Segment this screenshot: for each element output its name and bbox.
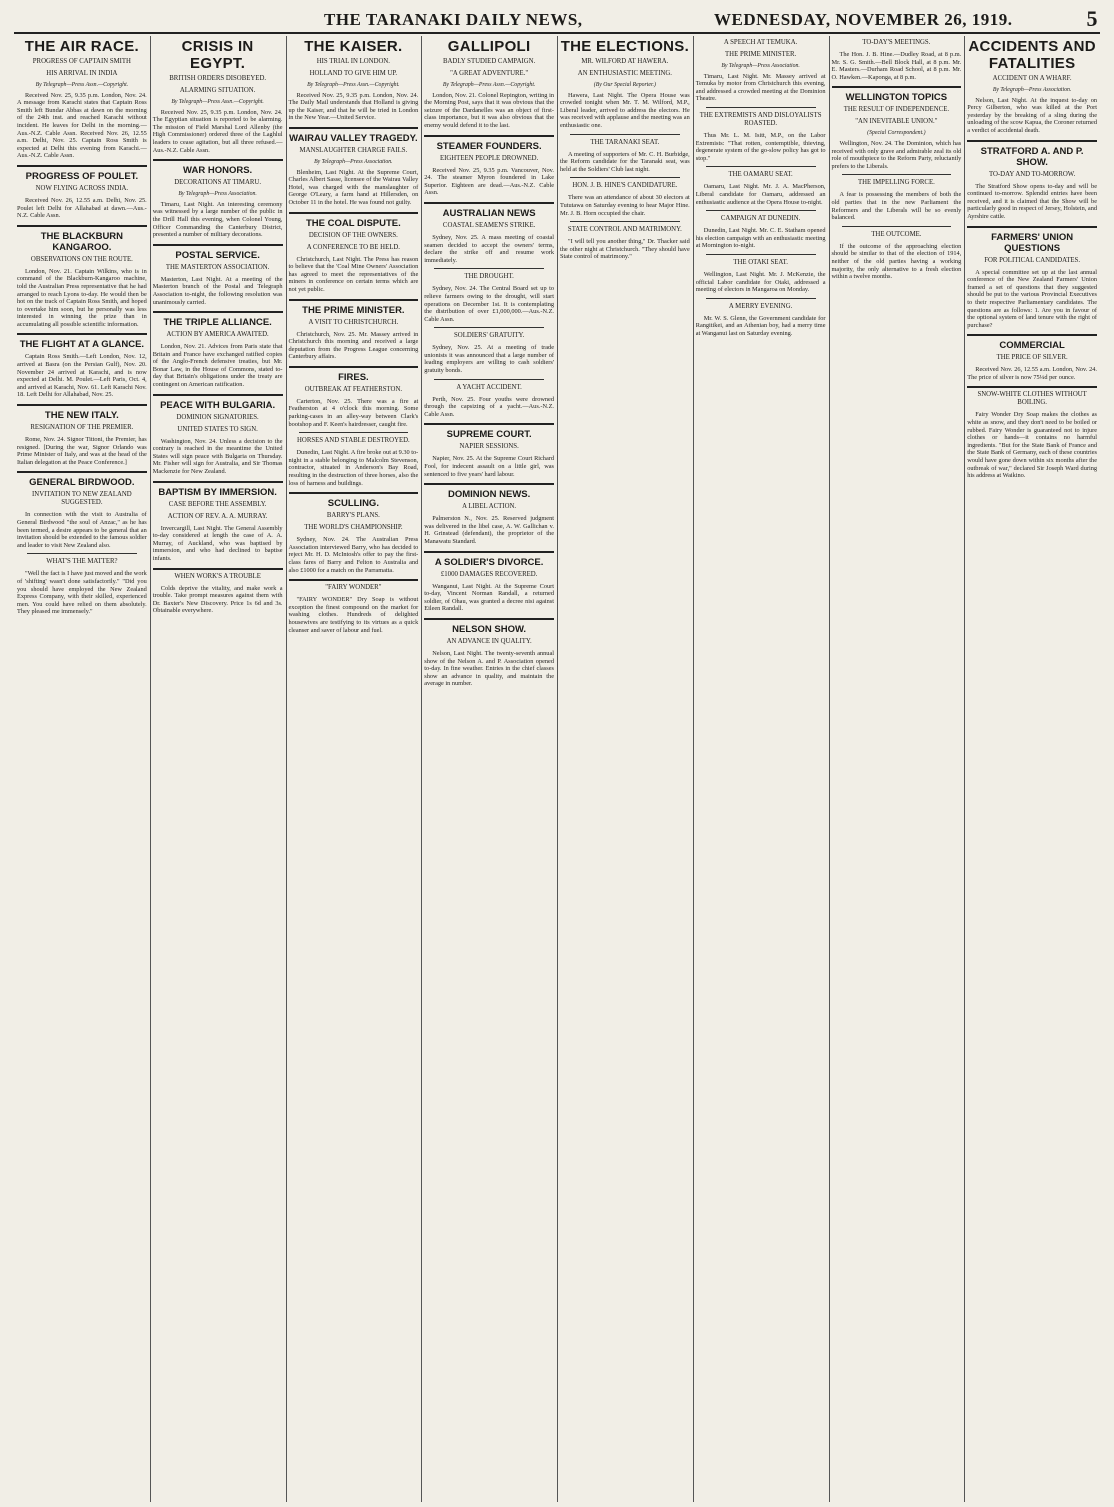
article-body: Timaru, Last Night. Mr. Massey arrived at Temuka by motor from Christchurch this evening, and addressed a crowded meeting at the Dominion Theatre. xyxy=(695,72,826,103)
article-kicker: DECORATIONS AT TIMARU. xyxy=(174,179,262,187)
column-7 xyxy=(829,36,965,1502)
section-rule xyxy=(570,221,680,222)
article-byline: (Special Correspondent.) xyxy=(867,130,926,137)
article xyxy=(17,404,147,466)
article-kicker: THE DROUGHT. xyxy=(464,273,514,281)
section-rule xyxy=(570,177,680,178)
article-byline: By Telegraph—Press Association. xyxy=(178,191,257,198)
article-body: Hawera, Last Night. The Opera House was crowded tonight when Mr. T. M. Wilford, M.P., Liberal leader, arrived to address the electors. He was received with applause and the meeting was an enthusiastic one. xyxy=(560,91,690,129)
article-headline: THE KAISER. xyxy=(304,38,403,55)
article-kicker: ALARMING SITUATION. xyxy=(179,87,256,94)
article-kicker: THE PRICE OF SILVER. xyxy=(996,354,1068,362)
article-body: Timaru, Last Night. An interesting ceremony was witnessed by a large number of the public in the Drill Hall this evening, when Colonel Young, Officer Commanding the Canterbury District, presented a number of military decorations. xyxy=(152,200,283,239)
article-body: Palmerston N., Nov. 25. Reserved judgment was delivered in the libel case, A. W. Gallichan v. H. Grinstead (defendant), the proprietor of the Manawatu Standard. xyxy=(424,515,554,545)
article-kicker: HORSES AND STABLE DESTROYED. xyxy=(297,437,410,445)
headline-rule xyxy=(153,244,283,246)
article-body: Mr. W. S. Glenn, the Government candidate for Rangitikei, and an Athenian boy, had a merry time at Wanganui last on Saturday evening. xyxy=(695,314,826,337)
column-4 xyxy=(421,36,557,1502)
section-rule xyxy=(706,107,816,108)
column-rule xyxy=(421,36,422,1502)
article-body: Received Nov. 25, 9.35 p.m. London, Nov. 24. The Daily Mail understands that Holland is giving up the Kaiser, and that he will be tried in London in the New Year.—United Service. xyxy=(288,91,419,122)
article xyxy=(289,299,419,361)
article-body: A special committee set up at the last annual conference of the New Zealand Farmers' Union framed a set of questions that they suggested should be put to the various Provincial Executives to their respective Parliamentary candidates. The questions are as follows: 1. Are you in favour of the optional system of land tenure with the right of purchase? xyxy=(967,268,1097,329)
article-kicker: SOLDIERS' GRATUITY. xyxy=(454,332,525,340)
headline-rule xyxy=(153,311,283,313)
article xyxy=(289,492,419,574)
article-kicker: THE PRIME MINISTER. xyxy=(725,51,797,58)
article xyxy=(17,165,147,220)
article-kicker: A VISIT TO CHRISTCHURCH. xyxy=(308,318,399,326)
headline-rule xyxy=(967,226,1097,228)
article-subhead: CASE BEFORE THE ASSEMBLY. xyxy=(168,500,267,508)
article-kicker: THE MASTERTON ASSOCIATION. xyxy=(165,263,270,271)
advert xyxy=(967,386,1097,479)
article xyxy=(832,86,962,170)
column-rule xyxy=(964,36,965,1502)
column-5 xyxy=(557,36,693,1502)
column-rule xyxy=(829,36,830,1502)
article-body: Received Nov. 25, 9.35 p.m. Vancouver, Nov. 24. The steamer Myron foundered in Lake Superior. Eighteen are dead.—Aus.-N.Z. Cable Assn. xyxy=(424,166,554,197)
article-body: Received Nov. 25, 9.35 p.m. London, Nov. 24. The Egyptian situation is reported to be alarming. The mission of Field Marshal Lord Allenby (the High Commissioner) ordered three of the Laghlul leaders to cease agitation, but all three refused.—Aus.-N.Z. Cable Assn. xyxy=(152,108,283,154)
article-body: Sydney, Nov. 25. A mass meeting of coastal seamen decided to accept the owners' terms, declare the strike off and resume work immediately. xyxy=(424,233,554,264)
article-kicker: A MERRY EVENING. xyxy=(728,302,793,310)
article-body: There was an attendance of about 30 electors at Tututawa on Saturday evening to hear Major Hine. Mr. J. B. Horn occupied the chair. xyxy=(560,194,690,217)
article-body: Dunedin, Last Night. Mr. C. E. Statham opened his election campaign with an enthusiastic meeting at Mornington to-night. xyxy=(695,227,826,250)
article-kicker: THE TARANAKI SEAT. xyxy=(590,138,660,146)
article-kicker: TO-DAY AND TO-MORROW. xyxy=(988,170,1076,178)
headline-rule xyxy=(424,202,554,204)
article-headline: DOMINION NEWS. xyxy=(447,489,531,501)
article-headline: THE NEW ITALY. xyxy=(44,410,119,422)
article-kicker: EIGHTEEN PEOPLE DROWNED. xyxy=(439,154,539,162)
article-body: Carterton, Nov. 25. There was a fire at Featherston at 4 o'clock this morning. Some parking-cases in an alley-way between Clark's bootshop and F. Keen's hairdresser, caught fire. xyxy=(288,397,419,428)
article xyxy=(153,481,283,563)
headline-rule xyxy=(424,483,554,485)
article-kicker: THE WORLD'S CHAMPIONSHIP. xyxy=(304,524,403,532)
headline-rule xyxy=(424,135,554,137)
headline-rule xyxy=(289,212,419,214)
column-3 xyxy=(286,36,422,1502)
article-subhead: MR. WILFORD AT HAWERA. xyxy=(581,58,669,65)
headline-rule xyxy=(153,394,283,396)
article-headline: GALLIPOLI xyxy=(447,38,531,55)
article xyxy=(560,38,690,130)
article-body: Christchurch, Last Night. The Press has reason to believe that the 'Coal Mine Owners' Association has agreed to meet the representatives of the miners in conference on certain terms which are not yet public. xyxy=(288,255,419,293)
article-kicker: OBSERVATIONS ON THE ROUTE. xyxy=(30,255,133,263)
article xyxy=(424,379,554,419)
headline-rule xyxy=(153,481,283,483)
article-body: The Hon. J. B. Hine.—Dudley Road, at 8 p.m. Mr. S. G. Smith.—Bell Block Hall, at 8 p.m. Mr. E. Masters.—Durham Road School, at 8 p.m. Mr. O. Hawken.—Kaponga, at 8 p.m. xyxy=(831,51,962,81)
article-body: Invercargill, Last Night. The General Assembly to-day considered at length the case of A. A. Murray, of Auckland, who was baptised by immersion, and who had declined to baptise infants. xyxy=(152,524,283,562)
column-rule xyxy=(286,36,287,1502)
article-subhead: A SPEECH AT TEMUKA. xyxy=(723,39,798,46)
article xyxy=(153,311,283,389)
article xyxy=(967,38,1097,135)
article-body: Received Nov. 26, 12.55 a.m. London, Nov. 24. The price of silver is now 75¼d per ounce. xyxy=(967,366,1097,381)
article-kicker: RESIGNATION OF THE PREMIER. xyxy=(30,424,134,432)
article xyxy=(153,244,283,306)
advert-title: "FAIRY WONDER" xyxy=(325,584,382,592)
article-body: Thus Mr. L. M. Isitt, M.P., on the Labor Extremists: "That rotten, contemptible, thieving, degenerate system of the go-slow policy has got to stop." xyxy=(695,131,826,162)
article xyxy=(696,166,826,206)
article-headline: SCULLING. xyxy=(327,498,379,510)
article xyxy=(17,225,147,329)
article-body: Rome, Nov. 24. Signor Tittoni, the Premier, has resigned. [During the war, Signor Orlando was Prime Minister of Italy, and was at the head of the Italian delegation at the Peace Conference.] xyxy=(17,436,147,466)
article xyxy=(560,177,690,217)
advert-text: Colds deprive the vitality, and make work a trouble. Take prompt measures against them with Dr. Baxter's New Discovery. Price 1s 6d and 3s. Obtainable everywhere. xyxy=(152,584,283,615)
article xyxy=(289,366,419,428)
headline-rule xyxy=(17,471,147,473)
article-body: London, Nov. 21. Colonel Repington, writing in the Morning Post, says that it was obvious that the seizure of the Dardanelles was an object of first-class importance, but it was also obvious that the enemy would defend it to the last. xyxy=(424,91,554,129)
article xyxy=(17,471,147,549)
article xyxy=(832,39,962,81)
article-subhead: DECISION OF THE OWNERS. xyxy=(308,231,398,239)
article-kicker: A YACHT ACCIDENT. xyxy=(456,383,522,391)
article-headline: THE ELECTIONS. xyxy=(560,38,690,55)
newspaper-title: THE TARANAKI DAILY NEWS, xyxy=(324,10,583,29)
headline-rule xyxy=(832,86,962,88)
headline-rule xyxy=(17,165,147,167)
article-headline: THE AIR RACE. xyxy=(24,38,139,55)
article-kicker: INVITATION TO NEW ZEALAND SUGGESTED. xyxy=(32,491,132,507)
article-kicker: OUTBREAK AT FEATHERSTON. xyxy=(304,385,403,393)
article-headline: NELSON SHOW. xyxy=(452,623,527,635)
article-kicker: AN ENTHUSIASTIC MEETING. xyxy=(577,70,672,77)
article xyxy=(424,551,554,613)
article-body: Sydney, Nov. 25. At a meeting of trade unionists it was announced that a large number of leading employers are willing to cash soldiers' gratuity bonds. xyxy=(424,344,554,375)
article-subhead: BADLY STUDIED CAMPAIGN. xyxy=(442,58,536,65)
headline-rule xyxy=(967,140,1097,142)
article-kicker: A LIBEL ACTION. xyxy=(462,503,517,511)
article-headline: THE PRIME MINISTER. xyxy=(302,304,405,316)
article-body: London, Nov. 21. Captain Wilkins, who is in command of the Blackburn-Kangaroo machine, told the Australian Press representative that he had arranged to reach Lyons to-day. He would then be hot on the track of Captain Ross Smith, and hoped to overtake him soon, but he personally was less interested in winning the prize than in accumulating all possible scientific information. xyxy=(17,267,147,328)
article-body: Masterton, Last Night. At a meeting of the Masterton branch of the Postal and Telegraph Association to-night, the following resolution was unanimously carried. xyxy=(152,275,283,306)
article xyxy=(424,327,554,374)
article-headline: THE BLACKBURN KANGAROO. xyxy=(40,230,124,253)
article-body: "I will tell you another thing," Dr. Thacker said the other night at Christchurch. "They should have State control of matrimony." xyxy=(560,238,690,261)
section-rule xyxy=(299,432,409,433)
advert-title: WHEN WORK'S A TROUBLE xyxy=(174,572,261,580)
article-body: Perth, Nov. 25. Four youths were drowned through the capsizing of a yacht.—Aus.-N.Z. Cable Assn. xyxy=(424,395,554,418)
headline-rule xyxy=(289,127,419,129)
headline-rule xyxy=(17,333,147,335)
article-byline: By Telegraph—Press Assn.—Copyright. xyxy=(35,82,129,88)
article-body: Oamaru, Last Night. Mr. J. A. MacPherson, Liberal candidate for Oamaru, addressed an enthusiastic audience at the Opera House to-night. xyxy=(695,183,826,206)
article-kicker: STATE CONTROL AND MATRIMONY. xyxy=(567,226,682,234)
article xyxy=(17,38,147,160)
article xyxy=(696,39,826,103)
article xyxy=(696,210,826,250)
article-body: Dunedin, Last Night. A fire broke out at 9.30 to-night in a stable belonging to Malcolm Stevenson, contractor, situated in Anderson's Bay Road, resulting in the destruction of three horses, also the loss of harness and buildings. xyxy=(288,449,419,487)
headline-rule xyxy=(289,366,419,368)
article xyxy=(696,107,826,162)
article-body: Nelson, Last Night. The twenty-seventh annual show of the Nelson A. and P. Association opened to-day. In fine weather. Entries in the chief classes show an advance in quality, and maintain the average in number. xyxy=(424,649,554,688)
article-kicker: ACTION OF REV. A. A. MURRAY. xyxy=(167,512,268,520)
article-kicker: NOW FLYING ACROSS INDIA. xyxy=(35,184,129,192)
article-headline: PROGRESS OF POULET. xyxy=(25,170,139,182)
article-kicker: HON. J. B. HINE'S CANDIDATURE. xyxy=(572,182,678,190)
section-rule xyxy=(706,254,816,255)
article-headline: THE COAL DISPUTE. xyxy=(305,217,401,229)
article xyxy=(696,254,826,294)
article-byline: (By Our Special Reporter.) xyxy=(593,82,656,88)
article-kicker: NAPIER SESSIONS. xyxy=(459,443,519,451)
article xyxy=(289,38,419,122)
article-kicker: UNITED STATES TO SIGN. xyxy=(177,425,258,433)
article-body: Napier, Nov. 25. At the Supreme Court Richard Fool, for indecent assault on a little girl, was sentenced to five years' hard labour. xyxy=(424,455,554,478)
article-kicker: WHAT'S THE MATTER? xyxy=(46,558,118,566)
article-body: Sydney, Nov. 24. The Australian Press Association interviewed Barry, who has decided to reject Mr. H. D. McIntosh's offer to pay the first-class fares of Barry and Felton to Australia and also £1000 for a match on the Parramatta. xyxy=(288,536,419,574)
article-headline: FIRES. xyxy=(338,371,369,383)
article-kicker: THE OAMARU SEAT. xyxy=(728,171,793,179)
article-headline: STRATFORD A. AND P. SHOW. xyxy=(980,145,1084,168)
article-kicker: CAMPAIGN AT DUNEDIN. xyxy=(720,215,801,223)
section-rule xyxy=(842,174,952,175)
article-headline: BAPTISM BY IMMERSION. xyxy=(158,486,277,498)
advert xyxy=(289,579,419,634)
article-subhead: PROGRESS OF CAPTAIN SMITH xyxy=(32,58,131,65)
article-headline: A SOLDIER'S DIVORCE. xyxy=(434,556,544,568)
article-subhead: BRITISH ORDERS DISOBEYED. xyxy=(169,75,267,82)
article-kicker: THE EXTREMISTS AND DISLOYALISTS ROASTED. xyxy=(699,111,822,127)
headline-rule xyxy=(424,551,554,553)
column-rule xyxy=(557,36,558,1502)
section-rule xyxy=(434,268,544,269)
article-headline: SUPREME COURT. xyxy=(446,429,532,441)
article-byline: By Telegraph—Press Association. xyxy=(721,63,800,69)
article-body: Wellington, Nov. 24. The Dominion, which has received with only grave and admirable zeal its old role of mouthpiece to the Reform Party, reluctantly prefers to the Liberals. xyxy=(831,139,962,170)
article-byline: By Telegraph—Press Association. xyxy=(314,158,393,165)
article-body: Wellington, Last Night. Mr. J. McKenzie, the official Labor candidate for Otaki, addressed a meeting of electors in Mangaroa on Monday. xyxy=(695,270,826,294)
article-subhead: HIS TRIAL IN LONDON. xyxy=(316,58,390,65)
section-rule xyxy=(842,226,952,227)
article-headline: THE TRIPLE ALLIANCE. xyxy=(163,317,272,329)
section-rule xyxy=(434,379,544,380)
page-number: 5 xyxy=(1086,6,1098,31)
advert-rule xyxy=(153,568,283,570)
article-body: Washington, Nov. 24. Unless a decision to the contrary is reached in the meantime the United States will sign peace with Bulgaria on Thursday. Mr. Fisher will sign for Australia, and Sir Thomas Mackenzie for New Zealand. xyxy=(152,437,283,476)
article xyxy=(424,268,554,323)
headline-rule xyxy=(424,618,554,620)
advert-title: SNOW-WHITE CLOTHES WITHOUT BOILING. xyxy=(977,391,1087,407)
article-body: If the outcome of the approaching election should be similar to that of the election of 1914, neither of the old parties having a working majority, the only alternative to a fresh election within a twelve months. xyxy=(831,242,962,281)
article-headline: CRISIS IN EGYPT. xyxy=(181,38,254,72)
section-rule xyxy=(706,210,816,211)
article-kicker: £1000 DAMAGES RECOVERED. xyxy=(440,570,538,578)
article-headline: THE FLIGHT AT A GLANCE. xyxy=(19,339,145,351)
article-body: Blenheim, Last Night. At the Supreme Court, Charles Albert Sasse, licensee of the Wairau Valley Hotel, was charged with the manslaughter of George O'Leary, a farm hand at Hillersden, on October 11 in the hotel. He was found not guilty. xyxy=(288,168,419,206)
article xyxy=(967,334,1097,381)
article-headline: POSTAL SERVICE. xyxy=(175,249,260,261)
article xyxy=(424,483,554,545)
headline-rule xyxy=(424,423,554,425)
article-kicker: HOLLAND TO GIVE HIM UP. xyxy=(309,70,398,77)
headline-rule xyxy=(17,404,147,406)
column-8 xyxy=(964,36,1100,1502)
article-subhead: BARRY'S PLANS. xyxy=(326,512,380,520)
article-body: Sydney, Nov. 24. The Central Board set up to relieve farmers owing to the drought, will start operations on December 1st. It is contemplating the distribution of over £1,000,000.—Aus.-N.Z. Cable Assn. xyxy=(424,285,554,323)
column-rule xyxy=(150,36,151,1502)
article-kicker: COASTAL SEAMEN'S STRIKE. xyxy=(442,221,536,229)
article-body: "Well the fact is I have just moved and the work of 'shifting' wasn't done satisfactorily." "Did you you should have employed the New Zealand Express Company, with their skilled, experienced men. You could have relied on them absolutely. They pleased me immensely." xyxy=(17,570,147,616)
article-body: Captain Ross Smith.—Left London, Nov. 12, arrived at Basra (on the Persian Gulf), Nov. 20. November 24 arrived at Karachi, and is now expected at Delhi. M. Poulet.—Left Paris, Oct. 4, and arrived at Karachi, Nov. 61. Left Karachi Nov. 18. Left Delhi for Allahabad, Nov. 25. xyxy=(17,353,147,399)
article xyxy=(424,618,554,688)
article-kicker: TO-DAY'S MEETINGS. xyxy=(862,39,931,46)
article-kicker: ACTION BY AMERICA AWAITED. xyxy=(166,331,269,339)
article xyxy=(17,553,147,616)
article-body: Received Nov. 26, 12.55 a.m. Delhi, Nov. 25. Poulet left Delhi for Allahabad at dawn.—Aus.-N.Z. Cable Assn. xyxy=(17,196,147,220)
column-rule xyxy=(693,36,694,1502)
article-headline: FARMERS' UNION QUESTIONS xyxy=(991,231,1074,254)
article xyxy=(289,212,419,294)
article-headline: ACCIDENTS AND FATALITIES xyxy=(968,38,1096,72)
article xyxy=(424,38,554,130)
article-subhead: THE RESULT OF INDEPENDENCE. xyxy=(843,106,950,114)
advert-rule xyxy=(289,579,419,581)
article xyxy=(560,134,690,174)
article-byline: By Telegraph—Press Assn.—Copyright. xyxy=(171,99,264,105)
section-rule xyxy=(706,166,816,167)
advert-rule xyxy=(967,386,1097,388)
article-body: London, Nov. 21. Advices from Paris state that Britain and France have exchanged ratified copies of the Anglo-French defensive treaties, but Mr. Bonar Law, in the House of Commons, stated to-day that Britain's obligations under the treaty are contingent on American ratification. xyxy=(152,343,283,389)
advert-text: "FAIRY WONDER" Dry Soap is without exception the finest compound on the market for washing clothes. Hundreds of delighted housewives are testifying to its virtues as a quick cleanser and saver of labour and fuel. xyxy=(288,596,419,634)
article-body: Wanganui, Last Night. At the Supreme Court to-day, Vincent Norman Randall, a returned soldier, of Ohau, was granted a decree nisi against Eileen Randall. xyxy=(424,582,554,613)
article xyxy=(560,221,690,261)
article-kicker: AN ADVANCE IN QUALITY. xyxy=(446,637,532,645)
article-body: A meeting of supporters of Mr. C. H. Burbidge, the Reform candidate for the Taranaki seat, was held at the Soldiers' Club last night. xyxy=(560,150,690,173)
article xyxy=(424,202,554,264)
article xyxy=(289,432,419,487)
article xyxy=(289,127,419,207)
headline-rule xyxy=(967,334,1097,336)
article-headline: WAR HONORS. xyxy=(183,165,253,177)
article-body: Nelson, Last Night. At the inquest to-day on Percy Gilberton, who was killed at the Port yesterday by the breaking of a sling during the unloading of the scow Kapua, the Coroner returned a verdict of accidental death. xyxy=(967,96,1097,134)
column-1 xyxy=(14,36,150,1502)
article-kicker: THE OTAKI SEAT. xyxy=(733,258,788,266)
article-body: In connection with the visit to Australia of General Birdwood "the soul of Anzac," as he has been termed, a desire appears to be general that an invitation should be extended to the famous soldier and leader to visit New Zealand also. xyxy=(17,511,147,549)
article-headline: AUSTRALIAN NEWS xyxy=(442,207,536,219)
advert-text: Fairy Wonder Dry Soap makes the clothes as white as snow, and they don't need to be boiled or rubbed. Fairy Wonder is guaranteed not to injure clothes or hands—it contains no harmful ingredients. "But for the State Bank of France and the State Bank of Germany, each of these countries would have gone down within six months after the outbreak of war," declared Sir Joseph Ward during his address at Waikino. xyxy=(967,411,1097,480)
article xyxy=(967,140,1097,221)
headline-rule xyxy=(289,299,419,301)
article-kicker: "A GREAT ADVENTURE." xyxy=(450,70,529,77)
article-kicker: THE OUTCOME. xyxy=(871,230,922,238)
article-headline: PEACE WITH BULGARIA. xyxy=(160,399,276,411)
article xyxy=(832,226,962,281)
article-byline: By Telegraph—Press Association. xyxy=(992,87,1072,93)
article-subhead: DOMINION SIGNATORIES. xyxy=(176,413,259,421)
article-headline: COMMERCIAL xyxy=(999,340,1065,352)
article-body: A fear is possessing the members of both the old parties that in the new Parliament the Reformers and the Liberals will be so evenly balanced. xyxy=(831,191,962,222)
masthead xyxy=(14,6,1100,34)
article xyxy=(696,298,826,338)
article-body: Received Nov. 25, 9.35 p.m. London, Nov. 24. A message from Karachi states that Captain Ross Smith left Bundar Abbas at dawn on the morning of the 24th inst. and reached Karachi without incident. He leaves for Delhi in the morning.—Aus.-N.Z. Cable Assn. Received Nov. 26, 12.55 a.m. Delhi, Nov. 25. Captain Ross Smith is expected at Delhi this evening from Karachi.—Aus.-N.Z. Cable Assn. xyxy=(17,91,147,160)
article-headline: GENERAL BIRDWOOD. xyxy=(29,477,135,489)
article xyxy=(17,333,147,399)
article xyxy=(424,423,554,478)
article-kicker: MANSLAUGHTER CHARGE FAILS. xyxy=(299,146,408,154)
article-body: The Stratford Show opens to-day and will be continued to-morrow. Splendid entries have been received, and it is claimed that the Show will be particularly good in respect of Jersey, Holstein, and Ayrshire cattle. xyxy=(967,182,1097,220)
article-kicker: A CONFERENCE TO BE HELD. xyxy=(306,243,400,251)
article xyxy=(153,38,283,154)
article-kicker: FOR POLITICAL CANDIDATES. xyxy=(984,256,1081,264)
headline-rule xyxy=(289,492,419,494)
article xyxy=(424,135,554,197)
section-rule xyxy=(706,298,816,299)
section-rule xyxy=(570,134,680,135)
article-kicker: ACCIDENT ON A WHARF. xyxy=(992,75,1072,82)
article-kicker: HIS ARRIVAL IN INDIA xyxy=(46,70,118,77)
column-6 xyxy=(693,36,829,1502)
article-headline: WELLINGTON TOPICS xyxy=(845,92,948,104)
issue-date: WEDNESDAY, NOVEMBER 26, 1919. xyxy=(714,10,1013,29)
article-headline: WAIRAU VALLEY TRAGEDY. xyxy=(289,132,418,144)
article xyxy=(153,159,283,239)
article xyxy=(153,394,283,476)
section-rule xyxy=(27,553,137,554)
section-rule xyxy=(434,327,544,328)
article xyxy=(967,226,1097,330)
headline-rule xyxy=(153,159,283,161)
article-byline: By Telegraph—Press Assn.—Copyright. xyxy=(307,82,400,88)
article-kicker: THE IMPELLING FORCE. xyxy=(857,179,935,187)
article-body: Christchurch, Nov. 25. Mr. Massey arrived in Christchurch this morning and received a large deputation from the Progress League concerning Canterbury affairs. xyxy=(288,330,419,361)
article xyxy=(832,174,962,221)
headline-rule xyxy=(17,225,147,227)
article-kicker: "AN INEVITABLE UNION." xyxy=(855,118,938,126)
article-byline: By Telegraph—Press Assn.—Copyright. xyxy=(442,82,536,88)
column-2 xyxy=(150,36,286,1502)
article-headline: STEAMER FOUNDERS. xyxy=(436,140,542,152)
advert xyxy=(153,568,283,615)
